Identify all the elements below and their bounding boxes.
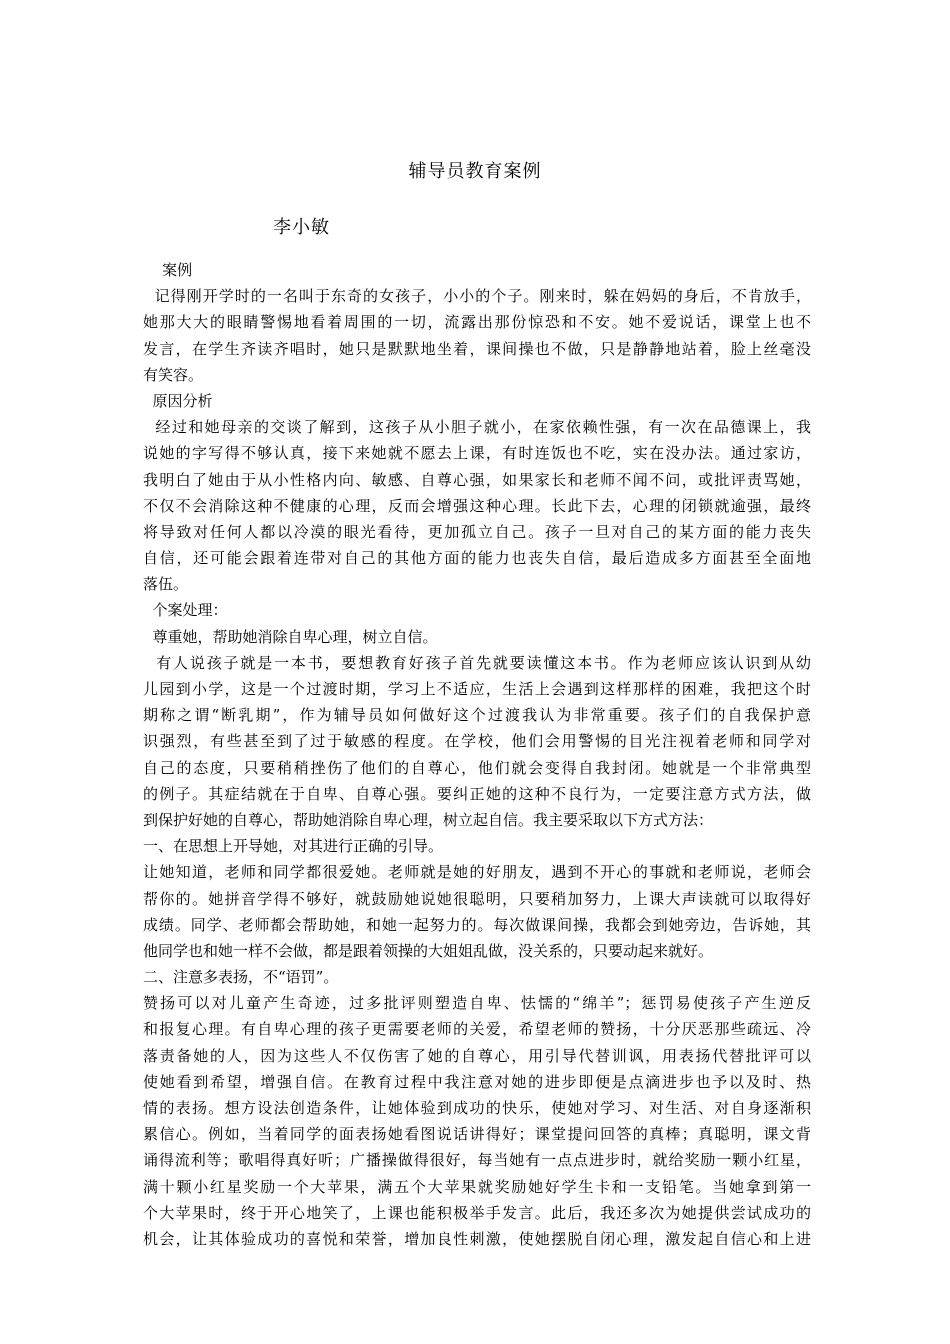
text-line: 自信，还可能会跟着连带对自己的其他方面的能力也丧失自信，最后造成多方面甚至全面地	[143, 549, 811, 568]
text-line: 案例	[143, 261, 193, 279]
text-line: 情的表扬。想方设法创造条件，让她体验到成功的快乐，使她对学习、对生活、对自身逐渐积	[143, 1099, 811, 1117]
text-line: 帮你的。她拼音学得不够好，就鼓励她说她很聪明，只要稍加努力，上课大声读就可以取得好	[143, 889, 811, 908]
text-line: 诵得流利等；歌唱得真好听；广播操做得很好，每当她有一点点进步时，就给奖励一颗小红星，	[143, 1151, 811, 1170]
text-line: 儿园到小学，这是一个过渡时期，学习上不适应，生活上会遇到这样那样的困难，我把这个时	[143, 680, 811, 698]
text-line: 落伍。	[143, 575, 189, 594]
text-line: 期称之谓“断乳期”，作为辅导员如何做好这个过渡我认为非常重要。孩子们的自我保护意	[143, 706, 811, 725]
text-line: 落责备她的人，因为这些人不仅伤害了她的自尊心，用引导代替训讽，用表扬代替批评可以	[143, 1046, 811, 1065]
text-line: 成绩。同学、老师都会帮助她，和她一起努力的。每次做课间操，我都会到她旁边，告诉她，其	[143, 915, 811, 934]
text-line: 自己的态度，只要稍稍挫伤了他们的自尊心，他们就会变得自我封闭。她就是一个非常典型	[143, 758, 811, 777]
text-line: 说她的字写得不够认真，接下来她就不愿去上课，有时连饭也不吃，实在没办法。通过家访，	[143, 444, 811, 463]
author-name: 李小敏	[273, 217, 330, 238]
text-line: 和报复心理。有自卑心理的孩子更需要老师的关爱，希望老师的赞扬，十分厌恶那些疏远、冷	[143, 1020, 811, 1039]
text-line: 个大苹果时，终于开心地笑了，上课也能积极举手发言。此后，我还多次为她提供尝试成功的	[143, 1203, 811, 1222]
text-line: 满十颗小红星奖励一个大苹果，满五个大苹果就奖励她好学生卡和一支铅笔。当她拿到第一	[143, 1177, 811, 1196]
text-line: 个案处理：	[143, 601, 228, 620]
text-line: 二、注意多表扬，不“语罚”。	[143, 968, 339, 987]
text-line: 的例子。其症结就在于自卑、自尊心强。要纠正她的这种不良行为，一定要注意方式方法，做	[143, 784, 811, 803]
text-line: 赞扬可以对儿童产生奇迹，过多批评则塑造自卑、怯懦的“绵羊”；惩罚易使孩子产生逆反	[143, 994, 811, 1013]
text-line: 他同学也和她一样不会做，都是跟着领操的大姐姐乱做，没关系的，只要动起来就好。	[143, 941, 714, 960]
text-line: 机会，让其体验成功的喜悦和荣誉，增加良性刺激，使她摆脱自闭心理，激发起自信心和上进	[143, 1229, 811, 1248]
text-line: 累信心。例如，当着同学的面表扬她看图说话讲得好；课堂提问回答的真棒；真聪明，课文背	[143, 1125, 811, 1144]
text-line: 识强烈，有些甚至到了过于敏感的程度。在学校，他们会用警惕的目光注视着老师和同学对	[143, 732, 811, 751]
text-line: 不仅不会消除这种不健康的心理，反而会增强这种心理。长此下去，心理的闭锁就逾强，最终	[143, 496, 811, 515]
text-line: 让她知道，老师和同学都很爱她。老师就是她的好朋友，遇到不开心的事就和老师说，老师会	[143, 863, 811, 882]
text-line: 她那大大的眼睛警惕地看着周围的一切，流露出那份惊恐和不安。她不爱说话，课堂上也不	[143, 313, 811, 332]
text-line: 记得刚开学时的一名叫于东奇的女孩子，小小的个子。刚来时，躲在妈妈的身后，不肯放手，	[143, 287, 811, 306]
text-line: 将导致对任何人都以冷漠的眼光看待，更加孤立自己。孩子一旦对自己的某方面的能力丧失	[143, 522, 811, 541]
text-line: 有笑容。	[143, 365, 204, 384]
text-line: 经过和她母亲的交谈了解到，这孩子从小胆子就小，在家依赖性强，有一次在品德课上，我	[143, 418, 811, 437]
document-title: 辅导员教育案例	[408, 161, 542, 182]
text-line: 一、在思想上开导她，对其进行正确的引导。	[143, 837, 444, 856]
text-line: 有人说孩子就是一本书，要想教育好孩子首先就要读懂这本书。作为老师应该认识到从幼	[143, 653, 811, 672]
text-line: 使她看到希望，增强自信。在教育过程中我注意对她的进步即便是点滴进步也予以及时、热	[143, 1072, 811, 1091]
text-line: 尊重她，帮助她消除自卑心理，树立自信。	[143, 627, 438, 646]
text-line: 发言，在学生齐读齐唱时，她只是默默地坐着，课间操也不做，只是静静地站着，脸上丝毫没	[143, 339, 811, 358]
document-body	[143, 257, 811, 1252]
text-line: 我明白了她由于从小性格内向、敏感、自尊心强，如果家长和老师不闻不问，或批评责骂她，	[143, 470, 811, 489]
text-line: 原因分析	[143, 391, 213, 410]
text-line: 到保护好她的自尊心，帮助她消除自卑心理，树立起自信。我主要采取以下方式方法：	[143, 810, 714, 829]
